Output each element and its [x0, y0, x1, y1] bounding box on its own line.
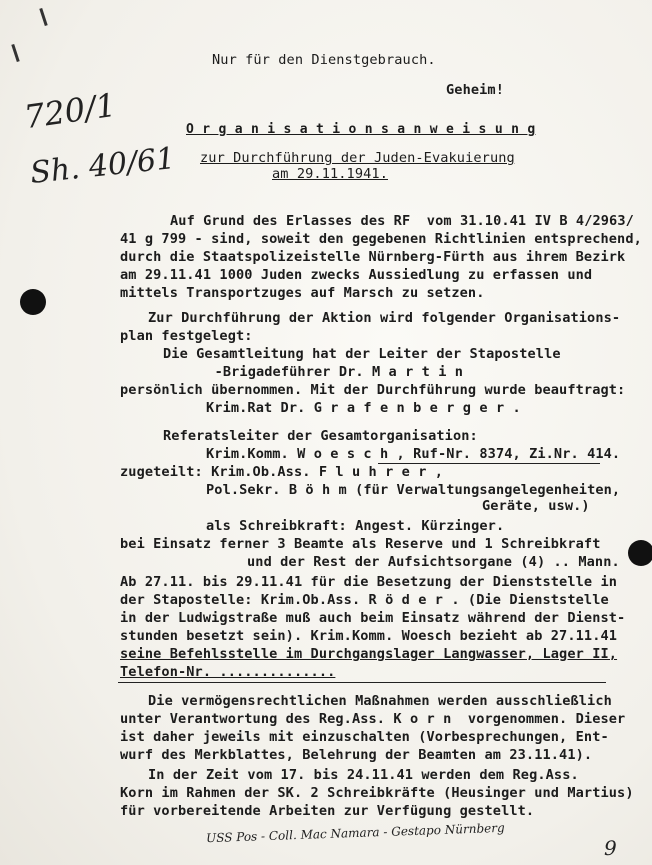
body-line: ist daher jeweils mit einzuschalten (Vorbesprechungen, Ent-: [120, 729, 609, 745]
body-line: für vorbereitende Arbeiten zur Verfügung gestellt.: [120, 803, 535, 819]
body-line: der Stapostelle: Krim.Ob.Ass. R ö d e r . (Die Dienststelle: [120, 592, 609, 608]
body-line: Auf Grund des Erlasses des RF vom 31.10.41 IV B 4/2963/: [170, 213, 634, 229]
body-line: persönlich übernommen. Mit der Durchführung wurde beauftragt:: [120, 382, 626, 398]
body-line: in der Ludwigstraße muß auch beim Einsatz während der Dienst-: [120, 610, 626, 626]
document-subtitle: zur Durchführung der Juden-Evakuierung: [200, 150, 515, 166]
handwritten-file-ref: Sh. 40/61: [28, 139, 187, 192]
body-line: seine Befehlsstelle im Durchgangslager Langwasser, Lager II,: [120, 646, 618, 662]
body-line: Zur Durchführung der Aktion wird folgender Organisations-: [148, 310, 621, 326]
body-line: Referatsleiter der Gesamtorganisation:: [163, 428, 478, 444]
body-line: In der Zeit vom 17. bis 24.11.41 werden dem Reg.Ass.: [148, 767, 579, 783]
distribution-note: Nur für den Dienstgebrauch.: [212, 52, 436, 68]
body-line: mittels Transportzuges auf Marsch zu setzen.: [120, 285, 485, 301]
body-line: als Schreibkraft: Angest. Kürzinger.: [206, 518, 505, 534]
body-line: Die Gesamtleitung hat der Leiter der Stapostelle: [163, 346, 561, 362]
classification-label: Geheim!: [446, 82, 504, 98]
underline-mark: [118, 682, 606, 683]
body-line: unter Verantwortung des Reg.Ass. K o r n vorgenommen. Dieser: [120, 711, 626, 727]
body-line: 41 g 799 - sind, soweit den gegebenen Richtlinien entsprechend,: [120, 231, 642, 247]
body-line: plan festgelegt:: [120, 328, 253, 344]
body-line: Ab 27.11. bis 29.11.41 für die Besetzung der Dienststelle in: [120, 574, 618, 590]
body-line: Die vermögensrechtlichen Maßnahmen werden ausschließlich: [148, 693, 612, 709]
body-line: Geräte, usw.): [482, 498, 590, 514]
body-line: Korn im Rahmen der SK. 2 Schreibkräfte (Heusinger und Martius): [120, 785, 634, 801]
body-line: wurf des Merkblattes, Belehrung der Beamten am 23.11.41).: [120, 747, 593, 763]
body-line: bei Einsatz ferner 3 Beamte als Reserve und 1 Schreibkraft: [120, 536, 601, 552]
body-line: und der Rest der Aufsichtsorgane (4) .. Mann.: [247, 554, 620, 570]
punch-hole: [628, 540, 652, 566]
document-date: am 29.11.1941.: [272, 166, 388, 182]
body-line: -Brigadeführer Dr. M a r t i n: [198, 364, 464, 380]
body-line: stunden besetzt sein). Krim.Komm. Woesch bezieht ab 27.11.41: [120, 628, 618, 644]
body-line: Telefon-Nr. ..............: [120, 664, 336, 680]
margin-tick-mark: [11, 44, 19, 62]
body-line: Krim.Komm. W o e s c h , Ruf-Nr. 8374, Zi.Nr. 414.: [206, 446, 621, 462]
handwritten-corner-mark: 9: [604, 836, 617, 860]
body-line: am 29.11.41 1000 Juden zwecks Aussiedlung zu erfassen und: [120, 267, 593, 283]
body-line: zugeteilt: Krim.Ob.Ass. F l u h r e r ,: [120, 464, 444, 480]
handwritten-file-ref: 720/1: [21, 85, 119, 137]
body-line: Pol.Sekr. B ö h m (für Verwaltungsangelegenheiten,: [206, 482, 621, 498]
body-line: durch die Staatspolizeistelle Nürnberg-Fürth aus ihrem Bezirk: [120, 249, 626, 265]
handwritten-archive-note: USS Pos - Coll. Mac Namara - Gestapo Nürnberg: [205, 820, 505, 846]
margin-tick-mark: [39, 8, 47, 26]
punch-hole: [20, 289, 46, 315]
document-title: O r g a n i s a t i o n s a n w e i s u n g: [186, 122, 536, 137]
body-line: Krim.Rat Dr. G r a f e n b e r g e r .: [206, 400, 521, 416]
